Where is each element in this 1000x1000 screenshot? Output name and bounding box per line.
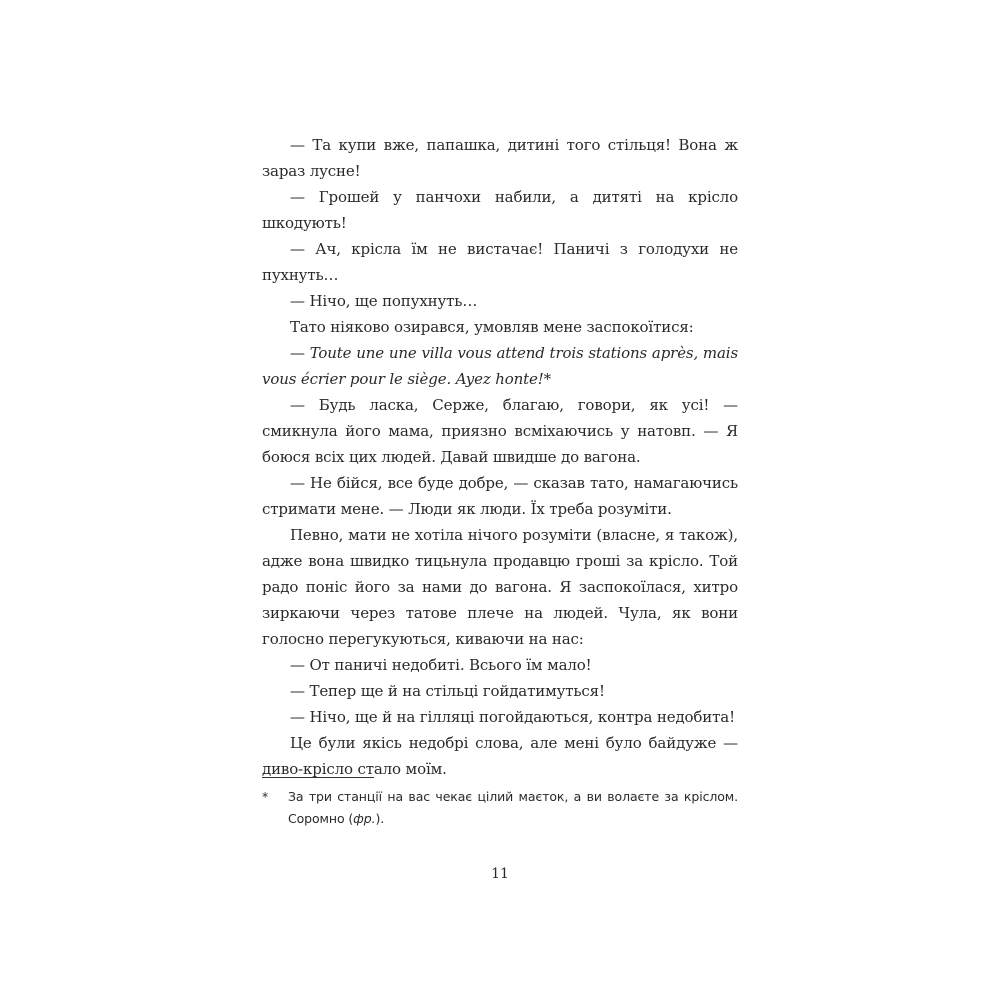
paragraph-text: Певно, мати не хотіла нічого розуміти (власне, я також), адже вона швидко тицьнула продавцю гроші за крісло. Той радо поніс його за нами до вагона. Я заспокоїлася, хитро зиркаючи через татове плече на людей. Чула, як вони голосно перегукуються, киваючи на нас:: [262, 526, 738, 648]
paragraph: [262, 678, 738, 704]
footnote-text: [288, 786, 738, 830]
footnote-marker: *: [262, 789, 269, 804]
paragraph-text: —: [290, 344, 310, 362]
paragraph-text: — Ач, крісла їм не вистачає! Паничі з голодухи не пухнуть…: [262, 240, 738, 284]
paragraph-text: — От паничі недобиті. Всього їм мало!: [290, 656, 592, 674]
footnote: [262, 786, 738, 830]
paragraph-text: Це були якісь недобрі слова, але мені було байдуже — диво-крісло стало моїм.: [262, 734, 738, 778]
paragraph-text: — Будь ласка, Серже, благаю, говори, як усі! — смикнула його мама, приязно всміхаючись у натовп. — Я боюся всіх цих людей. Давай швидше до вагона.: [262, 396, 738, 466]
book-page: [262, 0, 738, 1000]
footnote-text-end: ).: [375, 811, 385, 826]
footnote-text-italic: фр.: [353, 811, 376, 826]
paragraph-text: — Тепер ще й на стільці гойдатимуться!: [290, 682, 605, 700]
main-text: [262, 132, 738, 782]
footnote-text-main: За три станції на вас чекає цілий маєток, а ви волаєте за кріслом. Соромно (: [288, 789, 738, 826]
paragraph: [262, 522, 738, 652]
paragraph: [262, 340, 738, 392]
paragraph: [262, 470, 738, 522]
paragraph-text: Тато ніяково озирався, умовляв мене заспокоїтися:: [290, 318, 694, 336]
footnote-divider: [262, 777, 374, 778]
paragraph: [262, 652, 738, 678]
paragraph-italic-text: Toute une une villa vous attend trois stations après, mais vous écrier pour le siège. Ayez honte!: [262, 344, 738, 388]
paragraph: [262, 236, 738, 288]
paragraph-text: — Грошей у панчохи набили, а дитяті на крісло шкодують!: [262, 188, 738, 232]
paragraph: [262, 288, 738, 314]
paragraph: [262, 730, 738, 782]
paragraph-text: *: [543, 370, 551, 388]
paragraph-text: — Нічо, ще попухнуть…: [290, 292, 478, 310]
paragraph: [262, 314, 738, 340]
paragraph: [262, 704, 738, 730]
paragraph-text: — Та купи вже, папашка, дитині того стільця! Вона ж зараз лусне!: [262, 136, 738, 180]
paragraph: [262, 132, 738, 184]
paragraph: [262, 392, 738, 470]
paragraph: [262, 184, 738, 236]
page-number: 11: [491, 866, 509, 882]
paragraph-text: — Нічо, ще й на гілляці погойдаються, контра недобита!: [290, 708, 735, 726]
paragraph-text: — Не бійся, все буде добре, — сказав тато, намагаючись стримати мене. — Люди як люди. Їх треба розуміти.: [262, 474, 738, 518]
